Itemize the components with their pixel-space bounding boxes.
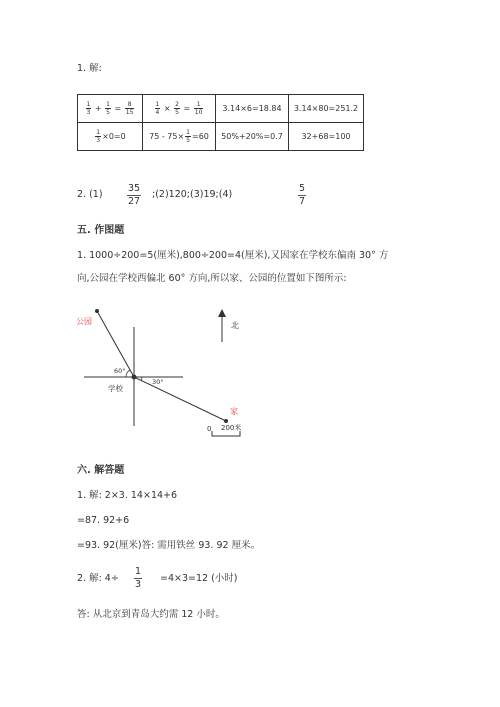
section-2-middle: ;(2)120;(3)19;(4): [152, 189, 233, 200]
scale-label: 200米: [221, 424, 242, 432]
table-cell: $\frac{1}{3}$ + $\frac{1}{5}$ = $\frac{8}{15}$: [78, 95, 143, 123]
q2-fraction: $\frac{1}{3}$: [135, 566, 142, 590]
section-2-fraction-1: $\frac{35}{27}$: [128, 183, 141, 207]
q2-prefix: 2. 解: 4÷: [77, 573, 119, 584]
table-cell: $\frac{1}{3}$ ×0=0: [78, 123, 143, 151]
school-point: [132, 375, 137, 380]
fraction: $\frac{1}{4}$: [155, 101, 160, 116]
q1-line-3: =93. 92(厘米)答: 需用铁丝 93. 92 厘米。: [77, 540, 261, 551]
fraction: $\frac{2}{5}$: [175, 101, 179, 116]
q2-suffix: =4×3=12 (小时): [160, 573, 238, 584]
table-cell: 3.14×80=251.2: [289, 95, 364, 123]
section-5-line-1: 1. 1000÷200=5(厘米),800÷200=4(厘米),又因家在学校东偏南 30° 方: [77, 250, 389, 261]
fraction: $\frac{1}{3}$: [96, 129, 101, 144]
home-label: 家: [230, 407, 238, 416]
scale-zero-label: 0: [207, 425, 212, 433]
section-5-line-2: 向,公园在学校西偏北 60° 方向,所以家、公园的位置如下图所示:: [77, 273, 347, 284]
table-cell: 3.14×6=18.84: [216, 95, 289, 123]
section-6-heading: 六. 解答题: [77, 465, 125, 476]
q1-line-2: =87. 92+6: [77, 515, 130, 526]
fraction: $\frac{1}{3}$: [86, 101, 91, 116]
fraction: $\frac{1}{10}$: [194, 101, 203, 116]
home-point: [224, 419, 228, 423]
q1-line-1: 1. 解: 2×3. 14×14+6: [77, 490, 178, 501]
angle-arc-60: [126, 370, 130, 377]
fraction: $\frac{1}{5}$: [186, 129, 190, 144]
q2-answer: 答: 从北京到青岛大约需 12 小时。: [77, 609, 225, 620]
table-cell: $\frac{1}{4}$ × $\frac{2}{5}$ = $\frac{1}{10}$: [143, 95, 216, 123]
section-2-fraction-2: $\frac{5}{7}$: [299, 183, 306, 207]
table-cell: 75 - 75× $\frac{1}{5}$ =60: [143, 123, 216, 151]
section-5-heading: 五. 作图题: [77, 225, 125, 236]
school-to-home-line: [134, 377, 226, 421]
fraction: $\frac{8}{15}$: [125, 101, 134, 116]
north-label: 北: [231, 321, 239, 330]
angle-30-label: 30°: [152, 378, 164, 386]
fraction: $\frac{1}{5}$: [106, 101, 110, 116]
park-point: [95, 309, 99, 313]
school-label: 学校: [108, 384, 123, 393]
section-2-prefix: 2. (1): [77, 189, 103, 200]
section-1-label: 1. 解:: [77, 63, 102, 74]
angle-60-label: 60°: [114, 367, 126, 375]
table-cell: 32+68=100: [289, 123, 364, 151]
table-cell: 50%+20%=0.7: [216, 123, 289, 151]
park-label: 公园: [76, 317, 92, 326]
